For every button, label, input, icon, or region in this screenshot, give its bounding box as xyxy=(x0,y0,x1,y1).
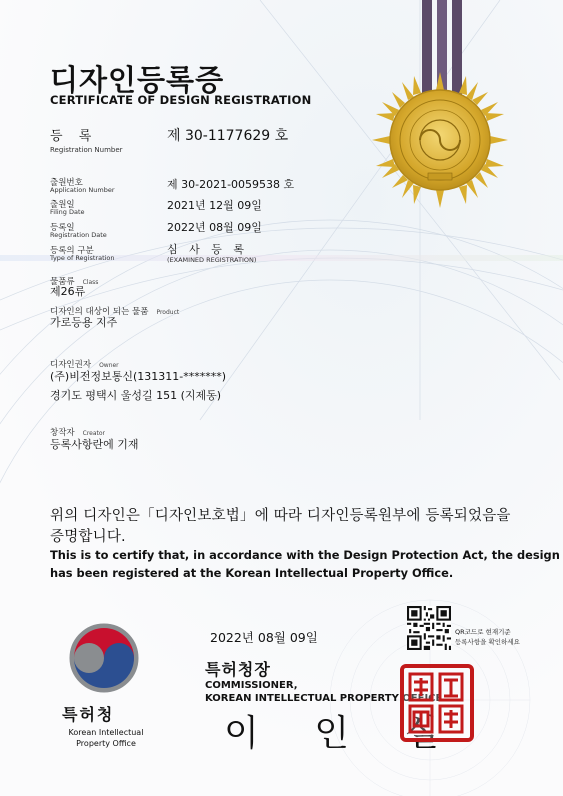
filing-date-label: 출원일 xyxy=(50,200,75,210)
statement-korean-line: 증명합니다. xyxy=(50,529,126,545)
application-number-label: 출원번호 xyxy=(50,178,83,188)
commissioner-title-en-line: KOREAN INTELLECTUAL PROPERTY OFFICE xyxy=(205,693,443,704)
registration-date-value: 2022년 08월 09일 xyxy=(167,221,262,234)
registration-date-label-en: Registration Date xyxy=(50,231,107,239)
statement-korean xyxy=(50,506,511,548)
official-stamp xyxy=(400,664,474,742)
stamp-seal-icon xyxy=(404,668,470,738)
signature: 이 인 실 xyxy=(224,713,462,754)
registration-type-value: 심 사 등 록 xyxy=(167,243,248,256)
registration-date-label: 등록일 xyxy=(50,223,75,233)
commissioner-title-en-line: COMMISSIONER, xyxy=(205,680,298,691)
qr-code-icon[interactable] xyxy=(407,606,451,650)
agency-name-en-line: Property Office xyxy=(76,739,136,748)
gold-seal-icon xyxy=(370,70,510,210)
class-label: 물품류 xyxy=(50,277,75,287)
qr-note xyxy=(455,627,520,647)
filing-date-value: 2021년 12월 09일 xyxy=(167,199,262,212)
registration-number: 제 30-1177629 호 xyxy=(167,128,289,144)
product-value: 가로등용 지주 xyxy=(50,316,118,329)
registration-type-label-en: Type of Registration xyxy=(50,254,115,262)
creator-label: 창작자 xyxy=(50,428,75,438)
qr-note-line: QR코드로 현재기준 xyxy=(455,628,511,636)
issue-date: 2022년 08월 09일 xyxy=(210,630,318,645)
agency-name: 특허청 xyxy=(62,705,115,724)
commissioner-title: 특허청장 xyxy=(205,660,271,679)
registration-label-en: Registration Number xyxy=(50,146,123,154)
class-value: 제26류 xyxy=(50,285,86,298)
statement-english-line: This is to certify that, in accordance with the Design Protection Act, the design xyxy=(50,548,560,562)
owner-label-en: Owner xyxy=(99,362,119,369)
registration-type-sub: (EXAMINED REGISTRATION) xyxy=(167,256,257,264)
qr-note-line: 등록사항을 확인하세요 xyxy=(455,638,520,646)
registration-label: 등 록 xyxy=(50,129,98,144)
product-label: 디자인의 대상이 되는 물품 xyxy=(50,307,149,317)
statement-english xyxy=(50,546,560,582)
statement-korean-line: 위의 디자인은「디자인보호법」에 따라 디자인등록원부에 등록되었음을 xyxy=(50,508,511,524)
product-label-en: Product xyxy=(156,309,180,316)
application-number-value: 제 30-2021-0059538 호 xyxy=(167,178,295,191)
application-number-label-en: Application Number xyxy=(50,186,115,194)
statement-english-line: has been registered at the Korean Intellectual Property Office. xyxy=(50,566,454,580)
creator-label-en: Creator xyxy=(82,430,106,437)
owner-address: 경기도 평택시 울성길 151 (지제동) xyxy=(50,389,222,402)
certificate-title: 디자인등록증 xyxy=(50,63,225,97)
creator-value: 등록사항란에 기재 xyxy=(50,438,139,451)
registration-type-label: 등록의 구분 xyxy=(50,246,94,256)
owner-name: (주)비전정보통신(131311-*******) xyxy=(50,370,227,383)
owner-label: 디자인권자 xyxy=(50,360,92,370)
agency-name-en-line: Korean Intellectual xyxy=(68,728,144,737)
certificate-title-en: CERTIFICATE OF DESIGN REGISTRATION xyxy=(50,93,312,107)
agency-name-en xyxy=(56,727,156,749)
class-label-en: Class xyxy=(82,279,99,286)
kipo-logo-icon xyxy=(68,622,140,694)
filing-date-label-en: Filing Date xyxy=(50,208,85,216)
